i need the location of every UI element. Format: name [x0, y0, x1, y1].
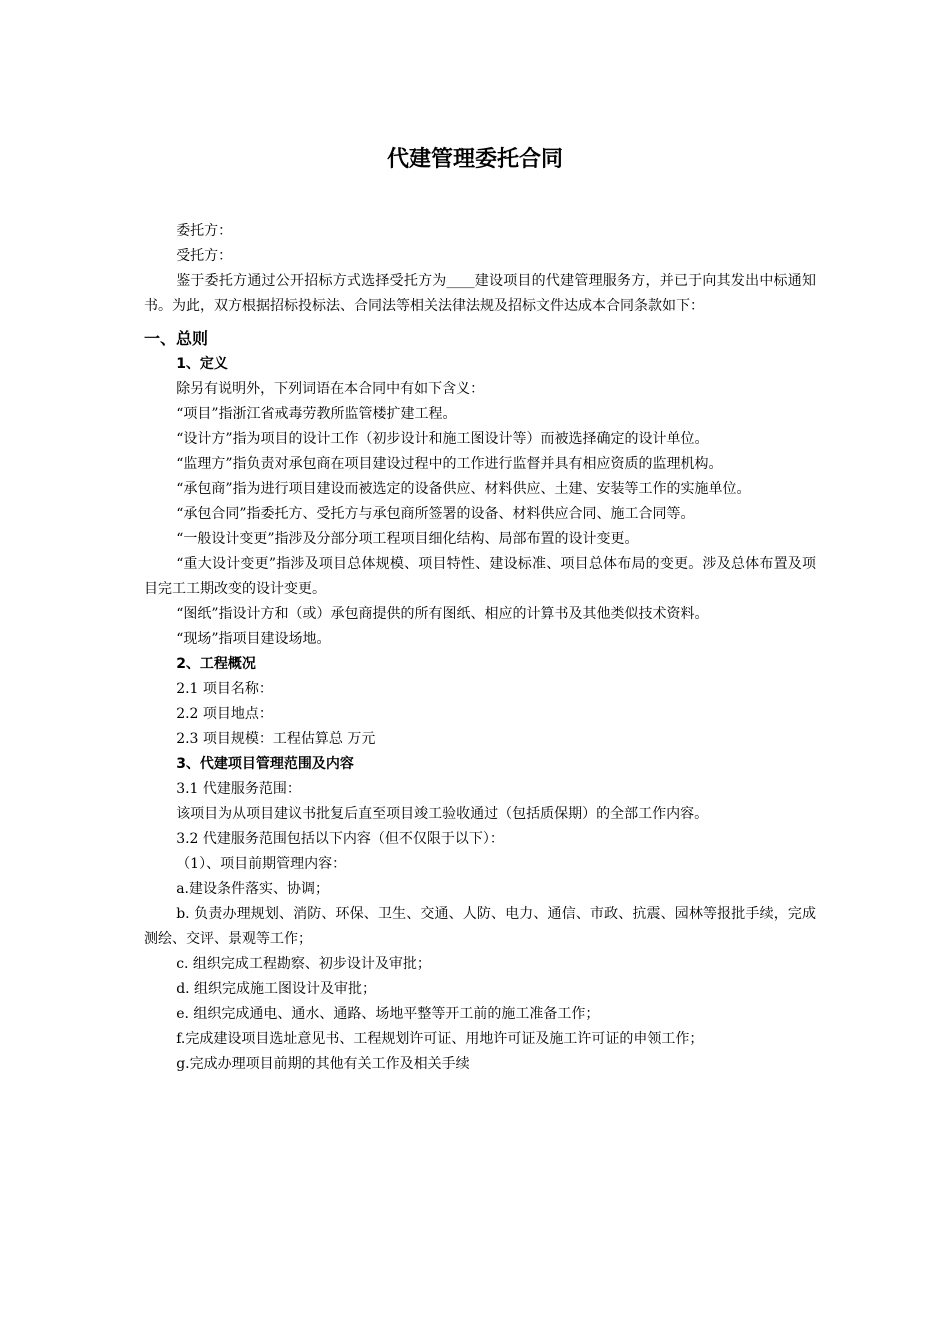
scope-item: e. 组织完成通电、通水、通路、场地平整等开工前的施工准备工作；: [176, 1006, 600, 1022]
subsection-heading-overview: 2、工程概况: [176, 656, 256, 672]
scope-item: 3.1 代建服务范围：: [176, 781, 301, 797]
scope-item: b. 负责办理规划、消防、环保、卫生、交通、人防、电力、通信、市政、抗震、园林等报批手续，完成测绘、交评、景观等工作；: [144, 906, 816, 947]
definition-paragraph: “监理方”指负责对承包商在项目建设过程中的工作进行监督并具有相应资质的监理机构。: [176, 456, 723, 472]
definition-paragraph: “一般设计变更”指涉及分部分项工程项目细化结构、局部布置的设计变更。: [176, 531, 639, 547]
definition-paragraph: 除另有说明外，下列词语在本合同中有如下含义：: [176, 381, 485, 397]
section-heading-general: 一、总则: [144, 329, 209, 348]
definition-paragraph: “设计方”指为项目的设计工作（初步设计和施工图设计等）而被选择确定的设计单位。: [176, 431, 709, 447]
overview-item: 2.1 项目名称：: [176, 681, 273, 697]
definition-paragraph: “项目”指浙江省戒毒劳教所监管楼扩建工程。: [176, 406, 457, 422]
definition-paragraph: “承包商”指为进行项目建设而被选定的设备供应、材料供应、土建、安装等工作的实施单位。: [176, 481, 751, 497]
subsection-heading-definitions: 1、定义: [176, 356, 228, 372]
scope-item: （1）、项目前期管理内容：: [176, 856, 347, 872]
definition-paragraph: “现场”指项目建设场地。: [176, 631, 331, 647]
definition-paragraph: “图纸”指设计方和（或）承包商提供的所有图纸、相应的计算书及其他类似技术资料。: [176, 606, 709, 622]
scope-item: d. 组织完成施工图设计及审批；: [176, 981, 377, 997]
scope-item: c. 组织完成工程勘察、初步设计及审批；: [176, 956, 431, 972]
definition-paragraph: “承包合同”指委托方、受托方与承包商所签署的设备、材料供应合同、施工合同等。: [176, 506, 695, 522]
document-body: [144, 219, 816, 1077]
scope-item: f.完成建设项目选址意见书、工程规划许可证、用地许可证及施工许可证的申领工作；: [176, 1031, 704, 1047]
agent-line: 受托方：: [176, 248, 233, 264]
scope-item: 该项目为从项目建议书批复后直至项目竣工验收通过（包括质保期）的全部工作内容。: [176, 806, 709, 822]
client-line: 委托方：: [176, 223, 233, 239]
document-title: 代建管理委托合同: [386, 147, 563, 172]
preamble-paragraph: 鉴于委托方通过公开招标方式选择受托方为____建设项目的代建管理服务方，并已于向其发出中标通知书。为此，双方根据招标投标法、合同法等相关法律法规及招标文件达成本合同条款如下：: [144, 273, 816, 314]
overview-item: 2.2 项目地点：: [176, 706, 273, 722]
definition-paragraph: “重大设计变更”指涉及项目总体规模、项目特性、建设标准、项目总体布局的变更。涉及总体布置及项目完工工期改变的设计变更。: [144, 556, 816, 597]
scope-item: g.完成办理项目前期的其他有关工作及相关手续: [176, 1056, 470, 1072]
scope-item: 3.2 代建服务范围包括以下内容（但不仅限于以下）：: [176, 831, 504, 847]
subsection-heading-scope: 3、代建项目管理范围及内容: [176, 756, 354, 772]
scope-item: a.建设条件落实、协调；: [176, 881, 329, 897]
overview-item: 2.3 项目规模：工程估算总 万元: [176, 731, 376, 747]
